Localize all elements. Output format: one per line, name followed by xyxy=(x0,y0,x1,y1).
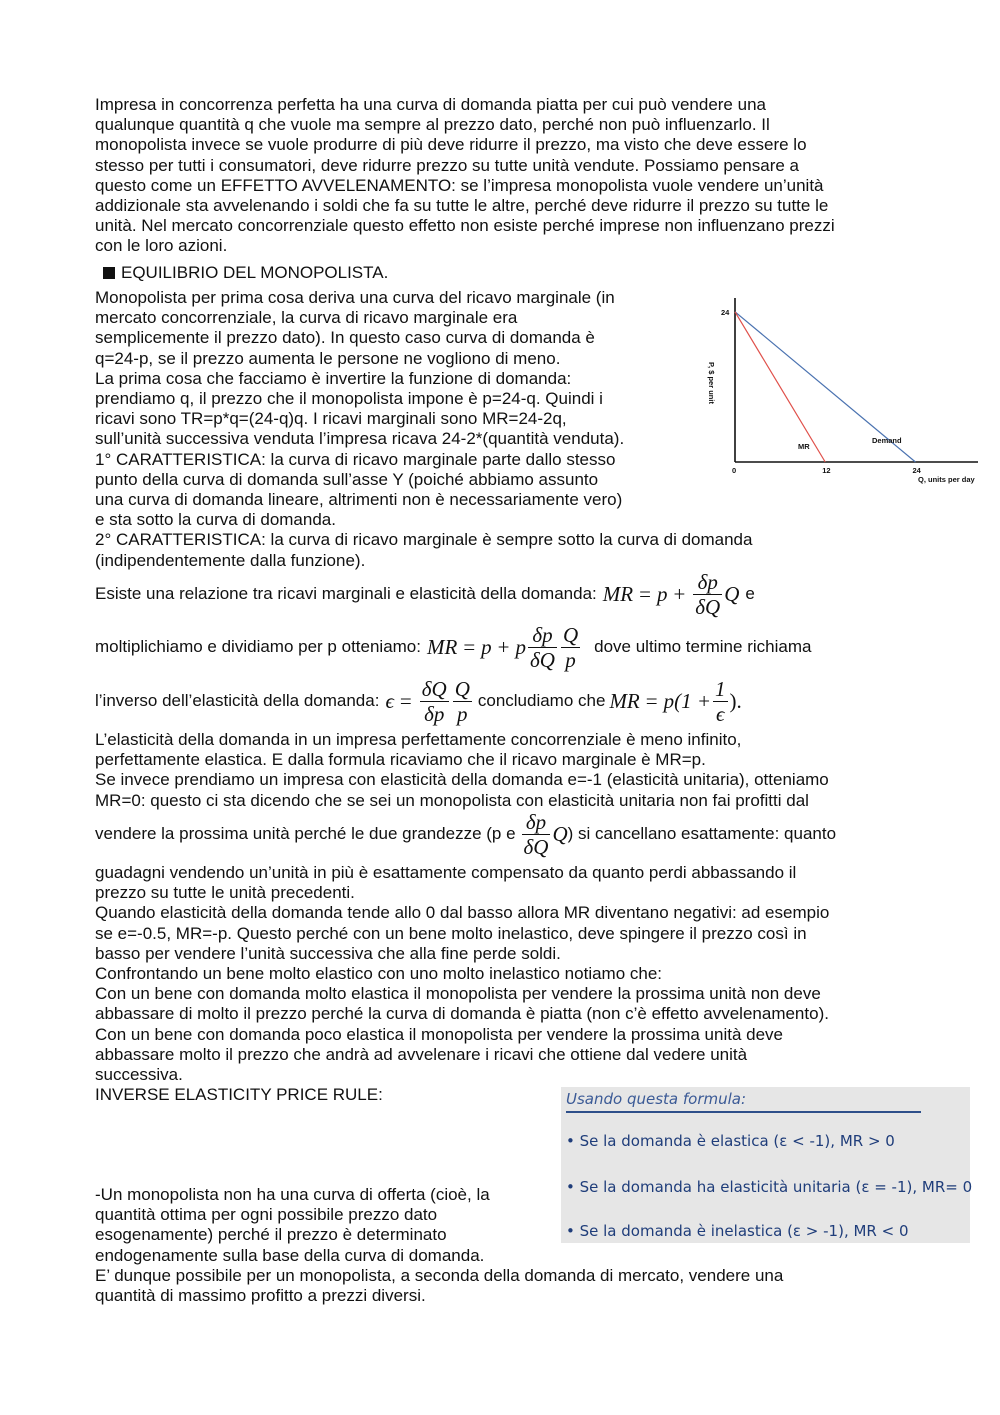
eq3-middle: concludiamo che xyxy=(477,690,606,710)
monopolist-explanation: Monopolista per prima cosa deriva una curva del ricavo marginale (in mercato concorrenziale, la curva di ricavo marginale era semplicemente il prezzo dato). In questo caso curva di domanda è q=24-p, se il prezzo aumenta le persone ne vogliono di meno. La prima cosa che facciamo è invertire la funzione di domanda: prendiamo q, il prezzo che il monopolista impone è p=24-q. Quindi i ricavi sono TR=p*q=(24-q)q. I ricavi marginali sono MR=24-2q, sull’unità successiva venduta l’impresa ricava 24-2*(quantità venduta). 1° CARATTERISTICA: la curva di ricavo marginale parte dallo stesso punto della curva di domanda sull’asse Y (poiché abbiamo assunto una curva di domanda lineare, altrimenti non è necessariamente vero) e sta sotto la curva di domanda. 2° CARATTERISTICA: la curva di ricavo marginale è sempre sotto la curva di domanda (indipendentemente dalla funzione). xyxy=(95,288,753,570)
intro-paragraph: Impresa in concorrenza perfetta ha una curva di domanda piatta per cui può vendere una qualunque quantità q che vuole ma sempre al prezzo dato, perché non può influenzarlo. Il monopolista invece se vuole produrre di più deve ridurre il prezzo, ma visto che deve essere lo stesso per tutti i consumatori, deve ridurre prezzo su tutte unità vendute. Possiamo pensare a questo come un EFFETTO AVVELENAMENTO: se l’impresa monopolista vuole vendere un’unità addizionale sta avvelenando i soldi che fa su tutte le altre, perché deve ridurre il prezzo su tutte le unità. Nel mercato concorrenziale questo effetto non esiste perché imprese non influenzano prezzi con le loro azioni. xyxy=(95,95,835,256)
inverse-elasticity-rule-box xyxy=(561,1087,973,1243)
eq3-fraction-1 xyxy=(420,677,449,726)
final-paragraph: E’ dunque possibile per un monopolista, a seconda della domanda di mercato, vendere una quantità di massimo profitto a prezzi diversi. xyxy=(95,1266,784,1306)
eq2-equals: = xyxy=(463,634,476,659)
eq2-frac1-num: δp xyxy=(528,623,557,648)
rule-heading: INVERSE ELASTICITY PRICE RULE: xyxy=(95,1085,383,1104)
square-bullet-icon xyxy=(103,267,115,279)
rule-item-unitary: • Se la domanda ha elasticità unitaria (ε = -1), MR= 0 xyxy=(566,1178,973,1196)
eq3-fraction-2 xyxy=(453,677,472,726)
eq3-epsilon: ϵ xyxy=(385,688,394,713)
equation-line-2 xyxy=(95,619,811,675)
eq3-equals: = xyxy=(399,688,412,713)
eq3-frac2-num: Q xyxy=(454,676,470,701)
rule-box-title: Usando questa formula: xyxy=(566,1090,747,1108)
rule-item-elastic: • Se la domanda è elastica (ε < -1), MR > 0 xyxy=(566,1132,895,1150)
eq2-frac1-den: δQ xyxy=(530,647,555,672)
eq3-close: ). xyxy=(729,688,742,713)
series-line-mr xyxy=(735,312,825,462)
eq3-mr: MR xyxy=(609,688,640,713)
eq4-frac-num: δp xyxy=(522,810,551,835)
eq2-p: p xyxy=(481,634,492,659)
eq3-fraction-3 xyxy=(713,677,728,726)
equation-line-1 xyxy=(95,566,755,622)
eq1-frac-num: δp xyxy=(693,570,722,595)
eq2-text: moltiplichiamo e dividiamo per p otteniamo: xyxy=(95,636,421,656)
eq1-q: Q xyxy=(724,581,740,606)
eq4-frac-den: δQ xyxy=(523,834,549,859)
x-tick-label-24: 24 xyxy=(912,466,921,475)
eq1-equals: = xyxy=(639,581,651,606)
eq2-frac2-num: Q xyxy=(562,622,579,647)
eq1-p: p xyxy=(656,581,668,606)
eq2-frac2-den: p xyxy=(565,647,576,672)
eq2-tail: dove ultimo termine richiama xyxy=(594,636,812,656)
x-tick-label-12: 12 xyxy=(822,466,831,475)
y-axis-label: P, $ per unit xyxy=(707,362,716,404)
inelastic-paragraph: guadagni vendendo un’unità in più è esattamente compensato da quanto perdi abbassando il prezzo su tutte le unità precedenti. Quando elasticità della domanda tende allo 0 dal basso allora MR diventano negativi: ad esempio se e=-0.5, MR=-p. Questo perché con un bene molto inelastico, deve spingere il prezzo così in basso per vendere l’unità successiva che alla fine perde soldi. Confrontando un bene molto elastico con uno molto inelastico notiamo che: Con un bene con domanda molto elastica il monopolista per vendere la prossima unità non deve abbassare di molto il prezzo perché la curva di domanda è piatta (non c’è effetto avvelenamento). Con un bene con domanda poco elastica il monopolista per vendere la prossima unità deve abbassare molto il prezzo che andrà ad avvelenare i ricavi che ottiene dal vedere unità successiva. xyxy=(95,863,830,1085)
equation-line-4 xyxy=(95,806,836,862)
eq4-q: Q xyxy=(552,821,568,846)
series-label-mr: MR xyxy=(798,442,810,451)
eq1-plus: + xyxy=(673,581,686,606)
eq2-p2: p xyxy=(515,634,527,659)
demand-mr-chart xyxy=(700,290,992,490)
series-label-demand: Demand xyxy=(872,436,902,445)
rule-item-inelastic: • Se la domanda è inelastica (ε > -1), MR < 0 xyxy=(566,1222,909,1240)
equation-line-3 xyxy=(95,673,742,729)
eq1-text: Esiste una relazione tra ricavi marginali e elasticità della domanda: xyxy=(95,583,597,603)
eq3-p-open: p(1 + xyxy=(663,688,712,713)
y-tick-label-24: 24 xyxy=(721,307,730,317)
section-heading-text: EQUILIBRIO DEL MONOPOLISTA. xyxy=(121,263,389,282)
eq2-fraction-1 xyxy=(528,623,557,672)
x-tick-label-0: 0 xyxy=(732,466,737,475)
eq3-text: l’inverso dell’elasticità della domanda: xyxy=(95,690,380,710)
x-axis-label: Q, units per day xyxy=(918,475,975,484)
eq2-fraction-2 xyxy=(561,623,580,672)
supply-curve-paragraph: -Un monopolista non ha una curva di offerta (cioè, la quantità ottima per ogni possibile prezzo dato esogenamente) perché il prezzo è determinato endogenamente sulla base della curva di domanda. xyxy=(95,1185,490,1265)
elasticity-paragraph: L’elasticità della domanda in un impresa perfettamente concorrenziale è meno infinito, perfettamente elastica. E dalla formula ricaviamo che il ricavo marginale è MR=p. Se invece prendiamo un impresa con elasticità della domanda e=-1 (elasticità unitaria), otteniamo MR=0: questo ci sta dicendo che se sei un monopolista con elasticità unitaria non fai profitti dal xyxy=(95,730,829,810)
eq3-frac1-den: δp xyxy=(424,701,445,726)
eq1-frac-den: δQ xyxy=(695,594,721,619)
eq4-tail: ) si cancellano esattamente: quanto xyxy=(567,823,837,843)
eq4-text: vendere la prossima unità perché le due grandezze (p e xyxy=(95,823,516,843)
eq3-frac3-num: 1 xyxy=(715,676,726,701)
eq1-mr: MR xyxy=(602,581,634,606)
eq1-tail: e xyxy=(745,583,755,603)
eq1-fraction xyxy=(693,570,722,619)
section-heading xyxy=(103,263,388,283)
chart-axes xyxy=(735,298,978,462)
eq3-frac3-den: ϵ xyxy=(716,701,725,726)
eq3-frac2-den: p xyxy=(457,701,468,726)
eq2-plus: + xyxy=(497,634,510,659)
eq2-mr: MR xyxy=(427,634,458,659)
eq3-equals-2: = xyxy=(645,688,658,713)
eq3-frac1-num: δQ xyxy=(421,676,447,701)
rule-box-divider xyxy=(566,1111,921,1113)
eq4-fraction xyxy=(522,810,551,859)
